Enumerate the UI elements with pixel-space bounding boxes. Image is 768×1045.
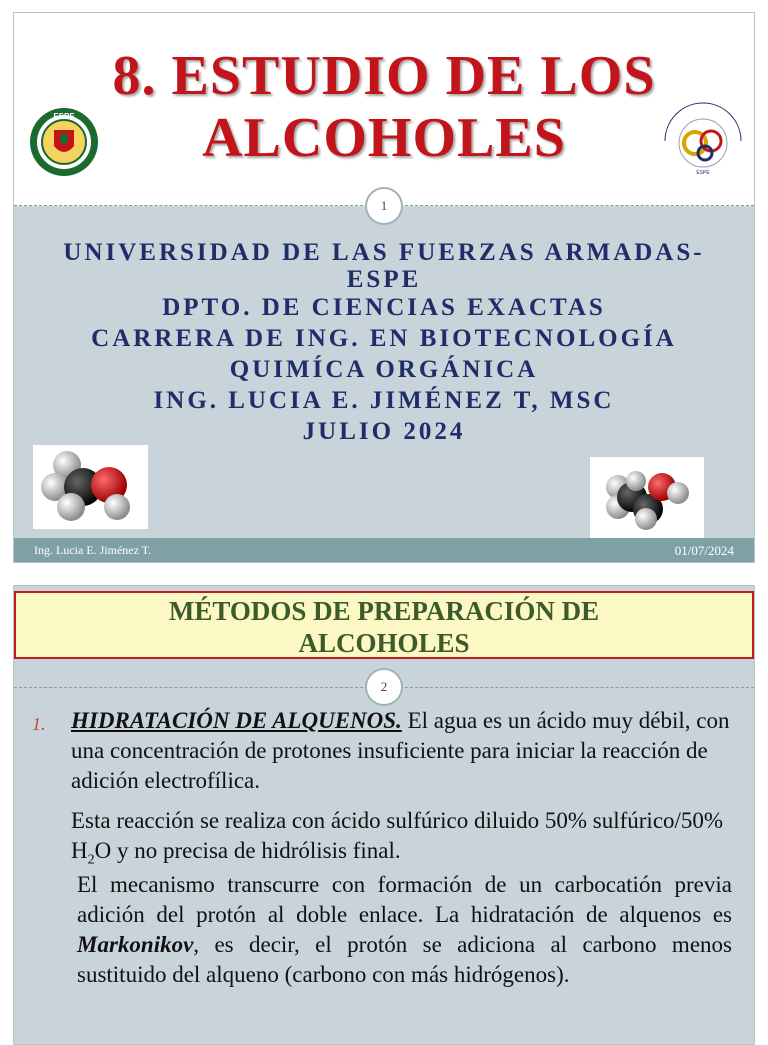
paragraph-2 [71, 806, 741, 876]
course-line: QUIMÍCA ORGÁNICA [229, 356, 539, 383]
slide-number: 1 [365, 187, 403, 225]
paragraph-2-text-a: Esta reacción se realiza con ácido sulfúrico diluido 50% sulfúrico/50% H [71, 808, 724, 863]
paragraph-3-text-a: El mecanismo transcurre con formación de un carbocatión previa adición del protón al doble enlace. La hidratación de alquenos es [77, 872, 732, 927]
slide-2-title [14, 591, 754, 659]
slide-2-title-line-2: ALCOHOLES [298, 628, 470, 658]
paragraph-3-text-b: , es decir, el protón se adiciona al carbono menos sustituido del alqueno (carbono con más hidrógenos). [77, 932, 732, 987]
subscript: 2 [87, 852, 95, 868]
section-heading: HIDRATACIÓN DE ALQUENOS. [71, 708, 402, 733]
slide-title-line-1: 8. ESTUDIO DE LOS [112, 45, 656, 107]
slide-2-title-line-1: MÉTODOS DE PREPARACIÓN DE [168, 596, 600, 626]
slide-2 [13, 585, 755, 1045]
date-line: JULIO 2024 [302, 418, 466, 445]
slide-1 [13, 12, 755, 563]
slide-title [14, 45, 754, 169]
footer-author: Ing. Lucia E. Jiménez T. [34, 543, 152, 557]
markovnikov-term: Markonikov [77, 932, 194, 957]
institution-block [14, 237, 754, 447]
slide-footer [14, 538, 754, 562]
paragraph-1 [71, 706, 741, 796]
methanol-molecule-image [33, 445, 148, 529]
list-number: 1. [32, 714, 46, 734]
paragraph-1-text: El agua es un ácido muy débil, con una concentración de protones insuficiente para iniciar la reacción de adición electrofílica. [71, 708, 730, 793]
department-line: DPTO. DE CIENCIAS EXACTAS [162, 294, 606, 321]
slide-number: 2 [365, 668, 403, 706]
institution-line: ESPE [346, 266, 422, 293]
svg-text:ESPE: ESPE [696, 170, 710, 176]
ethanol-molecule-image [590, 457, 704, 539]
espe-logo-text: ESPE [53, 112, 75, 121]
institution-line: UNIVERSIDAD DE LAS FUERZAS ARMADAS- [63, 239, 705, 266]
paragraph-2-text-b: O y no precisa de hidrólisis final. [94, 838, 401, 863]
program-line: CARRERA DE ING. EN BIOTECNOLOGÍA [91, 325, 677, 352]
paragraph-3 [77, 870, 732, 990]
slide-title-line-2: ALCOHOLES [202, 107, 566, 169]
author-line: ING. LUCIA E. JIMÉNEZ T, MSC [153, 387, 615, 414]
footer-date: 01/07/2024 [674, 543, 734, 558]
